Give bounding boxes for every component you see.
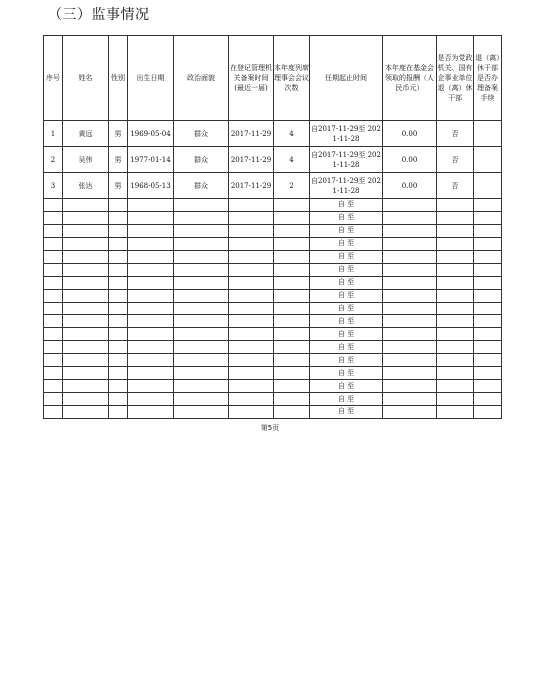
empty-cell <box>63 354 109 367</box>
empty-cell <box>109 302 128 315</box>
empty-cell <box>437 199 474 212</box>
empty-cell <box>229 302 274 315</box>
empty-cell <box>229 263 274 276</box>
empty-cell <box>274 211 310 224</box>
page-number: 第5页 <box>260 424 280 432</box>
empty-cell <box>109 406 128 419</box>
table-row <box>44 121 502 147</box>
empty-cell <box>437 354 474 367</box>
empty-cell <box>383 302 437 315</box>
cell-term: 自 至 <box>310 315 383 328</box>
empty-cell <box>174 237 229 250</box>
empty-row <box>44 341 502 354</box>
empty-cell <box>128 250 174 263</box>
header-row <box>44 36 502 121</box>
empty-cell <box>474 224 502 237</box>
empty-cell <box>174 211 229 224</box>
cell-birth-date: 1968-05-13 <box>128 173 174 199</box>
empty-cell <box>437 328 474 341</box>
empty-cell <box>437 406 474 419</box>
cell-filing-status <box>474 121 502 147</box>
empty-cell <box>274 237 310 250</box>
empty-row <box>44 237 502 250</box>
cell-political-status: 群众 <box>174 147 229 173</box>
empty-cell <box>437 315 474 328</box>
empty-cell <box>437 380 474 393</box>
cell-term: 自 至 <box>310 237 383 250</box>
empty-cell <box>383 354 437 367</box>
empty-row <box>44 380 502 393</box>
empty-cell <box>383 263 437 276</box>
empty-cell <box>109 276 128 289</box>
empty-row <box>44 367 502 380</box>
header-name: 姓名 <box>63 36 109 121</box>
cell-registration-date: 2017-11-29 <box>229 121 274 147</box>
empty-cell <box>174 315 229 328</box>
empty-cell <box>274 380 310 393</box>
empty-row <box>44 224 502 237</box>
empty-cell <box>474 199 502 212</box>
empty-cell <box>128 289 174 302</box>
cell-term: 自 至 <box>310 367 383 380</box>
cell-term: 自2017-11-29至 2021-11-28 <box>310 173 383 199</box>
empty-cell <box>44 302 63 315</box>
cell-retired-cadre: 否 <box>437 173 474 199</box>
empty-cell <box>128 406 174 419</box>
cell-term: 自 至 <box>310 263 383 276</box>
empty-cell <box>383 367 437 380</box>
empty-cell <box>44 250 63 263</box>
empty-row <box>44 354 502 367</box>
empty-cell <box>44 380 63 393</box>
empty-cell <box>274 406 310 419</box>
empty-cell <box>229 211 274 224</box>
cell-term: 自 至 <box>310 354 383 367</box>
empty-cell <box>474 341 502 354</box>
cell-gender: 男 <box>109 121 128 147</box>
empty-cell <box>109 315 128 328</box>
empty-cell <box>174 224 229 237</box>
cell-remuneration: 0.00 <box>383 147 437 173</box>
empty-cell <box>174 354 229 367</box>
empty-cell <box>229 328 274 341</box>
empty-cell <box>229 393 274 406</box>
cell-term: 自 至 <box>310 341 383 354</box>
empty-cell <box>274 263 310 276</box>
empty-cell <box>174 250 229 263</box>
empty-cell <box>383 380 437 393</box>
header-remuneration: 本年度在基金会领取的报酬（人民币元） <box>383 36 437 121</box>
empty-cell <box>128 263 174 276</box>
empty-cell <box>128 328 174 341</box>
cell-term: 自 至 <box>310 276 383 289</box>
cell-term: 自 至 <box>310 406 383 419</box>
empty-cell <box>274 367 310 380</box>
empty-row <box>44 289 502 302</box>
empty-cell <box>437 393 474 406</box>
empty-row <box>44 276 502 289</box>
empty-cell <box>229 199 274 212</box>
cell-term: 自 至 <box>310 224 383 237</box>
empty-row <box>44 199 502 212</box>
empty-cell <box>437 224 474 237</box>
empty-cell <box>383 315 437 328</box>
cell-term: 自 至 <box>310 211 383 224</box>
cell-term: 自2017-11-29至 2021-11-28 <box>310 147 383 173</box>
cell-name: 黄远 <box>63 121 109 147</box>
empty-cell <box>229 289 274 302</box>
empty-cell <box>229 250 274 263</box>
cell-index: 1 <box>44 121 63 147</box>
empty-cell <box>44 354 63 367</box>
empty-cell <box>174 263 229 276</box>
empty-cell <box>44 315 63 328</box>
empty-row <box>44 211 502 224</box>
empty-cell <box>44 263 63 276</box>
empty-cell <box>383 224 437 237</box>
cell-index: 3 <box>44 173 63 199</box>
empty-cell <box>109 211 128 224</box>
header-filing-status: 退（离）休干部是否办理备案手续 <box>474 36 502 121</box>
empty-cell <box>128 211 174 224</box>
empty-cell <box>383 328 437 341</box>
empty-cell <box>63 393 109 406</box>
empty-cell <box>174 328 229 341</box>
cell-name: 张达 <box>63 173 109 199</box>
empty-cell <box>174 393 229 406</box>
cell-birth-date: 1969-05-04 <box>128 121 174 147</box>
empty-cell <box>229 406 274 419</box>
cell-term: 自 至 <box>310 328 383 341</box>
empty-cell <box>128 237 174 250</box>
empty-cell <box>474 328 502 341</box>
empty-cell <box>109 328 128 341</box>
cell-term: 自2017-11-29至 2021-11-28 <box>310 121 383 147</box>
empty-cell <box>474 393 502 406</box>
section-title: （三）监事情况 <box>48 7 150 23</box>
empty-cell <box>109 224 128 237</box>
empty-row <box>44 393 502 406</box>
cell-remuneration: 0.00 <box>383 121 437 147</box>
cell-term: 自 至 <box>310 250 383 263</box>
cell-meetings-attended: 4 <box>274 147 310 173</box>
empty-cell <box>274 250 310 263</box>
empty-cell <box>274 224 310 237</box>
cell-remuneration: 0.00 <box>383 173 437 199</box>
empty-cell <box>274 341 310 354</box>
empty-cell <box>44 367 63 380</box>
empty-cell <box>128 224 174 237</box>
empty-cell <box>128 380 174 393</box>
empty-cell <box>128 354 174 367</box>
empty-cell <box>128 276 174 289</box>
cell-index: 2 <box>44 147 63 173</box>
cell-filing-status <box>474 173 502 199</box>
empty-cell <box>128 302 174 315</box>
empty-cell <box>44 328 63 341</box>
cell-gender: 男 <box>109 173 128 199</box>
empty-cell <box>128 341 174 354</box>
empty-cell <box>174 276 229 289</box>
empty-cell <box>274 393 310 406</box>
empty-cell <box>437 263 474 276</box>
empty-cell <box>383 341 437 354</box>
empty-cell <box>229 224 274 237</box>
empty-cell <box>44 289 63 302</box>
cell-name: 吴伟 <box>63 147 109 173</box>
header-index: 序号 <box>44 36 63 121</box>
empty-cell <box>437 276 474 289</box>
empty-cell <box>229 380 274 393</box>
empty-cell <box>174 199 229 212</box>
empty-cell <box>128 393 174 406</box>
cell-meetings-attended: 2 <box>274 173 310 199</box>
header-retired-cadre: 是否为党政机关、国有企事业单位退（离）休干部 <box>437 36 474 121</box>
empty-cell <box>63 302 109 315</box>
empty-cell <box>474 276 502 289</box>
empty-cell <box>474 354 502 367</box>
empty-cell <box>109 354 128 367</box>
empty-row <box>44 315 502 328</box>
empty-cell <box>63 367 109 380</box>
cell-term: 自 至 <box>310 380 383 393</box>
empty-cell <box>383 406 437 419</box>
empty-row <box>44 328 502 341</box>
empty-cell <box>44 199 63 212</box>
empty-cell <box>128 315 174 328</box>
empty-cell <box>63 289 109 302</box>
empty-cell <box>109 380 128 393</box>
empty-cell <box>274 302 310 315</box>
empty-cell <box>437 250 474 263</box>
empty-cell <box>174 367 229 380</box>
empty-row <box>44 263 502 276</box>
cell-birth-date: 1977-01-14 <box>128 147 174 173</box>
empty-cell <box>109 367 128 380</box>
cell-registration-date: 2017-11-29 <box>229 147 274 173</box>
empty-cell <box>63 211 109 224</box>
empty-cell <box>383 250 437 263</box>
empty-cell <box>437 302 474 315</box>
empty-cell <box>109 341 128 354</box>
empty-cell <box>63 341 109 354</box>
empty-cell <box>274 199 310 212</box>
header-term: 任期起止时间 <box>310 36 383 121</box>
cell-meetings-attended: 4 <box>274 121 310 147</box>
header-meetings-attended: 本年度列席理事会会议次数 <box>274 36 310 121</box>
empty-cell <box>383 211 437 224</box>
empty-cell <box>44 276 63 289</box>
empty-cell <box>109 289 128 302</box>
empty-cell <box>437 211 474 224</box>
empty-cell <box>274 354 310 367</box>
cell-retired-cadre: 否 <box>437 147 474 173</box>
empty-cell <box>63 406 109 419</box>
header-registration-date: 在登记管理机关备案时间(最近一届) <box>229 36 274 121</box>
empty-cell <box>474 237 502 250</box>
empty-cell <box>229 276 274 289</box>
empty-cell <box>44 341 63 354</box>
empty-cell <box>174 341 229 354</box>
empty-cell <box>474 211 502 224</box>
empty-cell <box>63 276 109 289</box>
empty-cell <box>474 263 502 276</box>
empty-cell <box>474 380 502 393</box>
empty-cell <box>229 237 274 250</box>
empty-cell <box>437 341 474 354</box>
empty-cell <box>174 406 229 419</box>
empty-cell <box>63 237 109 250</box>
empty-cell <box>474 250 502 263</box>
empty-cell <box>174 289 229 302</box>
cell-term: 自 至 <box>310 199 383 212</box>
empty-cell <box>63 315 109 328</box>
empty-cell <box>274 276 310 289</box>
empty-cell <box>128 199 174 212</box>
table-row <box>44 147 502 173</box>
empty-cell <box>437 367 474 380</box>
empty-cell <box>128 367 174 380</box>
empty-row <box>44 406 502 419</box>
empty-cell <box>63 224 109 237</box>
empty-cell <box>474 315 502 328</box>
empty-cell <box>109 263 128 276</box>
table-row <box>44 173 502 199</box>
empty-cell <box>274 315 310 328</box>
header-birth-date: 出生日期 <box>128 36 174 121</box>
cell-political-status: 群众 <box>174 121 229 147</box>
empty-cell <box>383 199 437 212</box>
cell-term: 自 至 <box>310 302 383 315</box>
empty-cell <box>63 263 109 276</box>
empty-cell <box>274 328 310 341</box>
header-political-status: 政治面貌 <box>174 36 229 121</box>
empty-cell <box>109 393 128 406</box>
empty-cell <box>229 367 274 380</box>
empty-cell <box>44 224 63 237</box>
cell-political-status: 群众 <box>174 173 229 199</box>
empty-cell <box>383 289 437 302</box>
empty-cell <box>44 211 63 224</box>
empty-cell <box>44 393 63 406</box>
empty-row <box>44 250 502 263</box>
cell-retired-cadre: 否 <box>437 121 474 147</box>
empty-cell <box>474 406 502 419</box>
empty-row <box>44 302 502 315</box>
empty-cell <box>229 315 274 328</box>
empty-cell <box>229 354 274 367</box>
empty-cell <box>274 289 310 302</box>
empty-cell <box>174 380 229 393</box>
empty-cell <box>474 367 502 380</box>
empty-cell <box>474 289 502 302</box>
empty-cell <box>63 380 109 393</box>
empty-cell <box>229 341 274 354</box>
cell-term: 自 至 <box>310 393 383 406</box>
empty-cell <box>437 237 474 250</box>
empty-cell <box>44 237 63 250</box>
empty-cell <box>109 250 128 263</box>
empty-cell <box>437 289 474 302</box>
empty-cell <box>174 302 229 315</box>
empty-cell <box>383 276 437 289</box>
empty-cell <box>44 406 63 419</box>
empty-cell <box>383 393 437 406</box>
supervisors-table <box>43 35 502 419</box>
empty-cell <box>63 250 109 263</box>
empty-cell <box>63 328 109 341</box>
empty-cell <box>63 199 109 212</box>
cell-term: 自 至 <box>310 289 383 302</box>
empty-cell <box>109 237 128 250</box>
cell-filing-status <box>474 147 502 173</box>
empty-cell <box>109 199 128 212</box>
header-gender: 性别 <box>109 36 128 121</box>
empty-cell <box>474 302 502 315</box>
cell-gender: 男 <box>109 147 128 173</box>
cell-registration-date: 2017-11-29 <box>229 173 274 199</box>
empty-cell <box>383 237 437 250</box>
